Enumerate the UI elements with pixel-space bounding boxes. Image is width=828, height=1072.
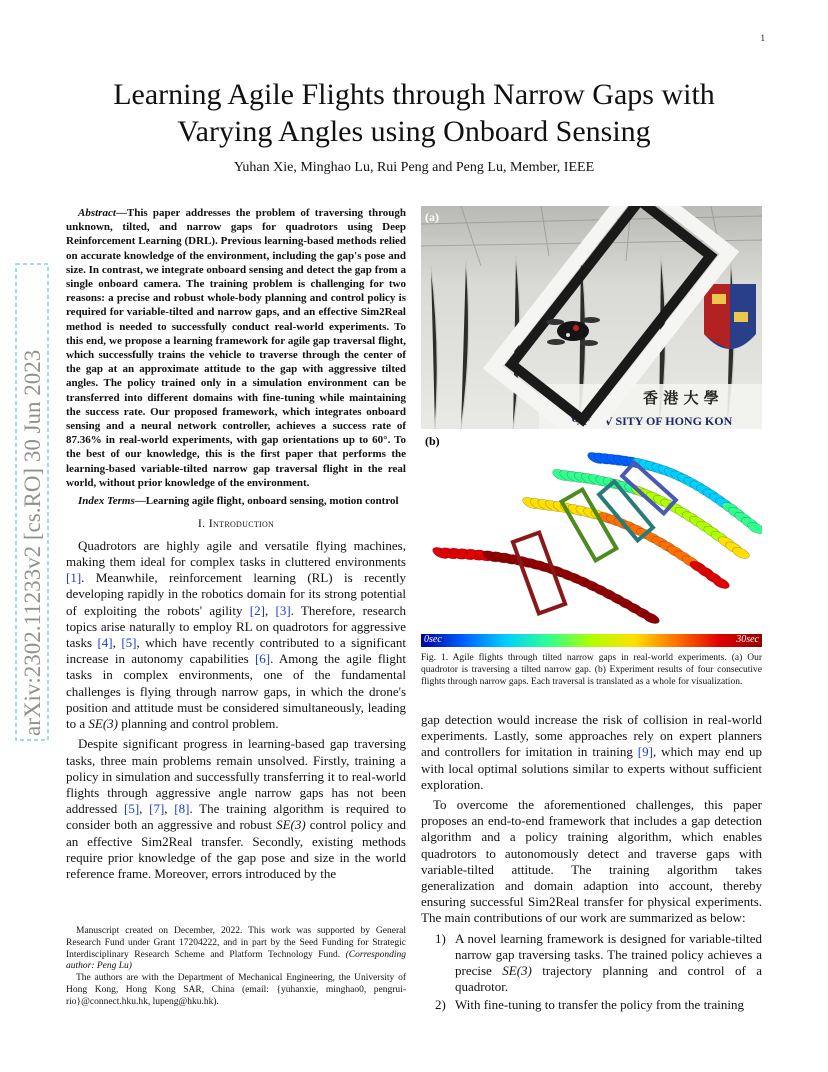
list-item: 2) With fine-tuning to transfer the policy from the training: [435, 997, 745, 1013]
index-terms-text: —Learning agile flight, onboard sensing, motion control: [134, 495, 399, 508]
footnote: [66, 926, 406, 1009]
abstract-text: —This paper addresses the problem of traversing through unknown, tilted, and narrow gaps for quadrotors using Deep Reinforcement Learning (DRL). Previous learning-based methods relied on accurate knowledge of the environment, including the gap's pose and size. In contrast, we integrate onboard sensing and detect the gap from a single onboard camera. The training problem is challenging for two reasons: a precise and robust whole-body planning and control policy is required for variable-tilted and narrow gaps, and an effective Sim2Real method is needed to successfully conduct real-world experiments. To this end, we propose a learning framework for agile gap traversal flight, which successfully trains the vehicle to traverse through the center of the gap at an approximate attitude to the gap with aggressive tilted angles. The policy trained only in a simulation environment can be transferred into different domains with fine-tuning while maintaining the success rate. Our proposed framework, which integrates onboard sensing and a neural network controller, achieves a success rate of 87.36% in real-world experiments, with gap orientations up to 60°. To the best of our knowledge, this is the first paper that performs the learning-based variable-tilted narrow gap traversal flight in the real world, without prior knowledge of the environment.: [66, 207, 406, 489]
arxiv-id-text: arXiv:2302.11233v2 [cs.RO] 30 Jun 2023: [20, 349, 45, 736]
citation-link[interactable]: [5]: [123, 801, 140, 817]
arxiv-stamp: [14, 262, 50, 742]
abstract: [66, 206, 406, 490]
citation-link[interactable]: [1]: [66, 570, 82, 586]
index-terms: [66, 494, 406, 508]
list-item: 1) A novel learning framework is designed for variable-tilted narrow gap traversing tasks. The trained policy achieves a precise SE(3) trajectory planning and control of a quadrotor.: [435, 930, 762, 995]
footnote-funding: Manuscript created on December, 2022. This work was supported by General Research Fund under Grant 17204222, and in part by the Seed Funding for Strategic Interdisciplinary Research Scheme and Platform Technology Fund. (Corresponding author: Peng Lu): [66, 926, 406, 972]
hku-crest: [704, 284, 756, 349]
section-title: Introduction: [208, 516, 275, 531]
citation-link[interactable]: [2]: [249, 602, 265, 618]
figure-1: [421, 206, 762, 688]
panel-label-a: (a): [425, 210, 439, 224]
citation-link[interactable]: [8]: [174, 801, 190, 817]
gap-outline-2: [562, 490, 617, 561]
abstract-label: Abstract: [78, 207, 116, 219]
title-line-1: Learning Agile Flights through Narrow Gaps with: [113, 78, 715, 111]
title-line-2: Varying Angles using Onboard Sensing: [177, 115, 651, 148]
footnote-affiliation: The authors are with the Department of Mechanical Engineering, the University of Hong Kong, Hong Kong SAR, China (email: {yuhanxie, minghao0, pengrui-rio}@connect.hku.hk, lupeng@hku.hk).: [66, 973, 406, 1007]
colorbar: [421, 634, 762, 647]
trajectory-disks: [431, 450, 762, 626]
contributions-list: [421, 931, 762, 1014]
citation-link[interactable]: [5]: [121, 635, 137, 651]
citation-link[interactable]: [6]: [254, 651, 271, 667]
figure-photo-a: [421, 206, 762, 429]
paper-title: [40, 76, 788, 150]
intro-paragraph-1: Quadrotors are highly agile and versatile flying machines, making them ideal for complex tasks in cluttered environments [1]. Meanwhile, reinforcement learning (RL) is recently developing rapidly in the robotics domain for its strong potential of exploiting the robots' agility [2], [3]. Therefore, research topics arise naturally to employ RL on quadrotors for aggressive tasks [4], [5], which have recently contributed to a significant increase in autonomy capabilities [6]. Among the agile flight tasks in complex environments, one of the fundamental challenges is flying through narrow gaps, in which the drone's position and attitude must be considered simultaneously, leading to a SE(3) planning and control problem.: [66, 537, 407, 732]
citation-link[interactable]: [3]: [275, 602, 291, 618]
figure-plot-b: [421, 433, 762, 630]
left-column: [66, 206, 406, 886]
page-number: 1: [760, 33, 765, 43]
right-paragraph-2: To overcome the aforementioned challenges, this paper proposes an end-to-end framework that includes a gap detection algorithm and a policy training algorithm, which enables quadrotors to autonomously detect and traverse gaps with variable-tilted attitude. The training algorithm takes generalization and domain adaption into account, thereby ensuring successful Sim2Real transfer for physical experiments. The main contributions of our work are summarized as below:: [421, 797, 762, 926]
colorbar-max-label: 30sec: [736, 634, 759, 645]
trajectory-plot: [421, 433, 762, 630]
intro-paragraph-2: Despite significant progress in learning-based gap traversing tasks, three main problems remain unsolved. Firstly, training a policy in simulation and successfully transferring it to real-world flights through aggressive angle narrow gaps has not been addressed [5], [7], [8]. The training algorithm is required to consider both an aggressive and robust SE(3) control policy and an effective Sim2Real transfer. Secondly, existing methods require prior knowledge of the gap pose and size in the world reference frame. Moreover, errors introduced by the: [66, 736, 407, 881]
photo-drawing: [421, 206, 762, 429]
colorbar-min-label: 0sec: [424, 634, 442, 645]
author-list: Yuhan Xie, Minghao Lu, Rui Peng and Peng Lu, Member, IEEE: [233, 160, 595, 175]
figure-caption: Fig. 1. Agile flights through tilted narrow gaps in real-world experiments. (a) Our quadrotor is traversing a tilted narrow gap. (b) Experiment results of four consecutive flights through narrow gaps. Each traversal is translated as a whole for visualization.: [421, 653, 762, 687]
banner-english-text: E UNIV SITY OF HONG KON: [571, 414, 733, 428]
citation-link[interactable]: [4]: [97, 635, 113, 651]
section-heading-introduction: I. Introduction: [197, 516, 275, 531]
citation-link[interactable]: [9]: [637, 744, 653, 760]
index-terms-label: Index Terms: [78, 495, 135, 508]
citation-link[interactable]: [7]: [149, 801, 165, 817]
right-column: [421, 712, 762, 1016]
panel-label-b: (b): [425, 434, 440, 448]
banner-chinese-text: 香 港 大 學: [643, 389, 719, 407]
right-paragraph-1: gap detection would increase the risk of collision in real-world experiments. Lastly, some approaches rely on expert planners and controllers for imitation in training [9], which may end up with local optimal solutions similar to experts without sufficient exploration.: [421, 712, 762, 792]
